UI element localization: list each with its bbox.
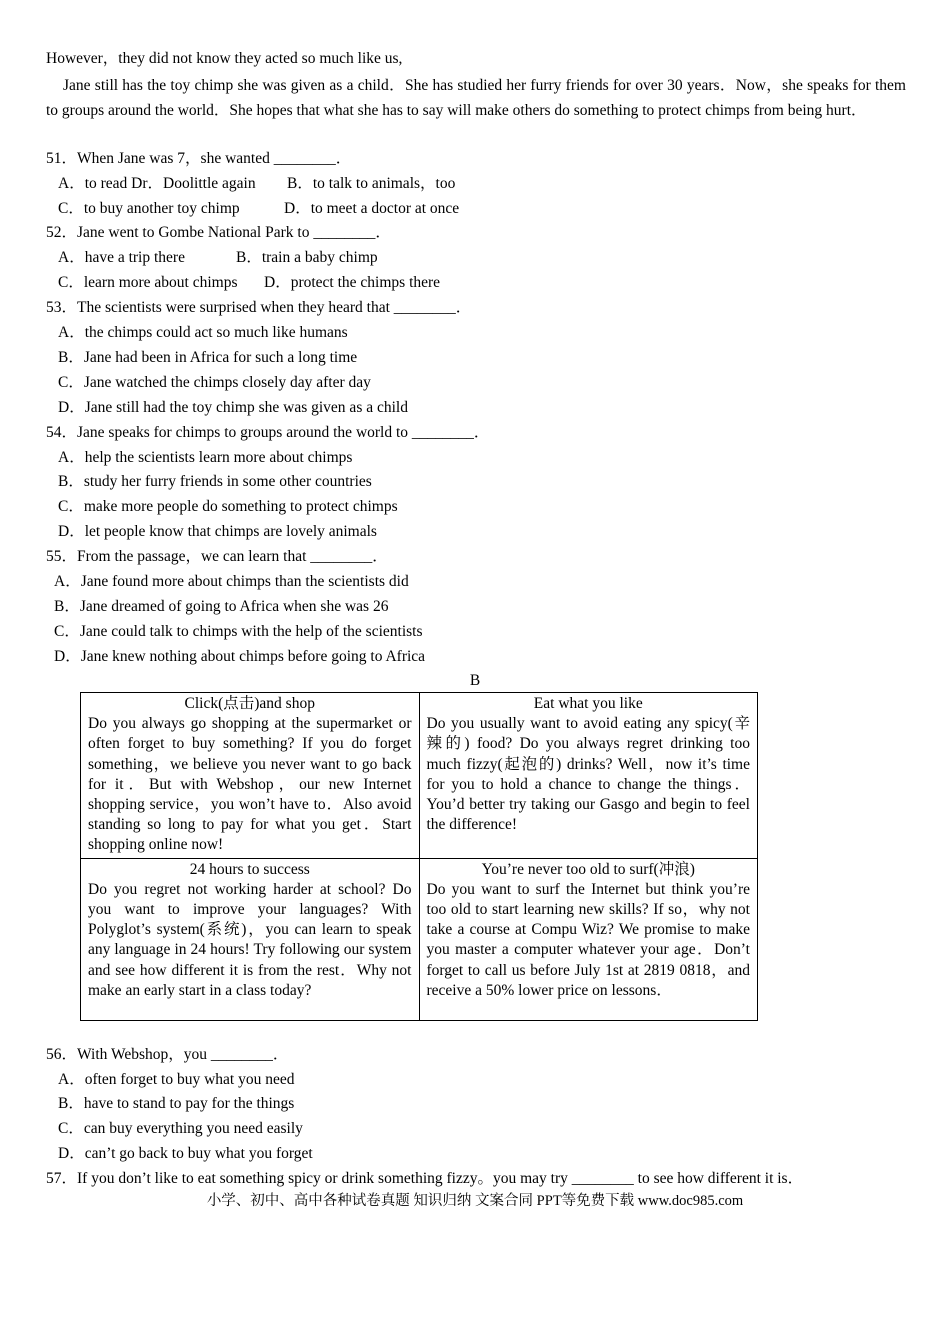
option-51a: A．to read Dr．Doolittle again [58,175,256,192]
question-51: 51．When Jane was 7，she wanted ________． [46,150,352,167]
option-56d: D．can’t go back to buy what you forget [58,1145,313,1162]
passage-line: However，they did not know they acted so much like us, [46,50,403,67]
advertisement-table [80,692,758,1021]
option-55c: C．Jane could talk to chimps with the help of the scientists [54,623,423,640]
ad-body: Do you always go shopping at the supermarket or often forget to buy something? If you do forget something，we believe you never want to go back for it．But with Webshop，our new Internet shopping service，you won’t have to．Also avoid standing so long to pay for what you get．Start shopping online now! [88,715,412,854]
option-51c: C．to buy another toy chimp [58,200,240,217]
ad-body: Do you usually want to avoid eating any spicy(辛辣的) food? Do you always regret drinking too much fizzy(起泡的) drinks? Well，now it’s time for you to hold a chance to change the things．You’d better try taking our Gasgo and begin to feel the difference! [426,715,750,834]
option-54a: A．help the scientists learn more about chimps [58,449,353,466]
ad-title: You’re never too old to surf(冲浪) [481,860,695,878]
question-56: 56．With Webshop，you ________． [46,1046,289,1063]
ad-cell-polyglot [81,858,420,1020]
ad-cell-compuwiz [419,858,758,1020]
ad-body: Do you regret not working harder at school? Do you want to improve your languages? With Polyglot’s system(系统)，you can learn to speak any language in 24 hours! Try following our system and see how different it is from the rest．Why not make an early start in a class today? [88,880,412,999]
question-53: 53．The scientists were surprised when they heard that ________． [46,299,472,316]
option-56a: A．often forget to buy what you need [58,1071,295,1088]
option-52c: C．learn more about chimps [58,274,238,291]
question-57: 57．If you don’t like to eat something spicy or drink something fizzy。you may try ________ to see how different it is． [46,1170,804,1187]
table-row [81,693,758,859]
passage-paragraph: Jane still has the toy chimp she was given as a child．She has studied her furry friends for over 30 years．Now，she speaks for them to groups around the world．She hopes that what she has to say will make others do something to protect chimps from being hurt． [46,77,906,119]
option-54b: B．study her furry friends in some other countries [58,473,372,490]
option-55b: B．Jane dreamed of going to Africa when she was 26 [54,598,389,615]
option-53c: C．Jane watched the chimps closely day after day [58,374,371,391]
option-53b: B．Jane had been in Africa for such a long time [58,349,358,366]
ad-cell-webshop [81,693,420,859]
question-55: 55．From the passage，we can learn that ________． [46,548,388,565]
option-52d: D．protect the chimps there [264,274,441,291]
question-54: 54．Jane speaks for chimps to groups around the world to ________． [46,424,490,441]
ad-title: 24 hours to success [189,860,310,878]
section-label: B [469,672,481,689]
option-54c: C．make more people do something to protect chimps [58,498,398,515]
table-row [81,858,758,1020]
option-53d: D．Jane still had the toy chimp she was given as a child [58,399,408,416]
option-55d: D．Jane knew nothing about chimps before going to Africa [54,648,426,665]
option-52b: B．train a baby chimp [236,249,378,266]
ad-title: Eat what you like [533,695,643,712]
ad-cell-gasgo [419,693,758,859]
option-51b: B．to talk to animals，too [287,175,456,192]
ad-body: Do you want to surf the Internet but think you’re too old to start learning new skills? If so，why not take a course at Compu Wiz? We promise to make you master a computer whatever your age．Don’t forget to call us before July 1st at 2819 0818，and receive a 50% lower price on lessons． [426,880,750,999]
option-52a: A．have a trip there [58,249,185,266]
option-51d: D．to meet a doctor at once [284,200,460,217]
ad-title: Click(点击)and shop [184,695,315,712]
option-54d: D．let people know that chimps are lovely animals [58,523,377,540]
option-55a: A．Jane found more about chimps than the scientists did [54,573,409,590]
option-53a: A．the chimps could act so much like humans [58,324,348,341]
option-56c: C．can buy everything you need easily [58,1120,303,1137]
option-56b: B．have to stand to pay for the things [58,1095,295,1112]
page-footer: 小学、初中、高中各种试卷真题 知识归纳 文案合同 PPT等免费下载 www.doc985.com [206,1193,744,1209]
question-52: 52．Jane went to Gombe National Park to ________． [46,224,391,241]
